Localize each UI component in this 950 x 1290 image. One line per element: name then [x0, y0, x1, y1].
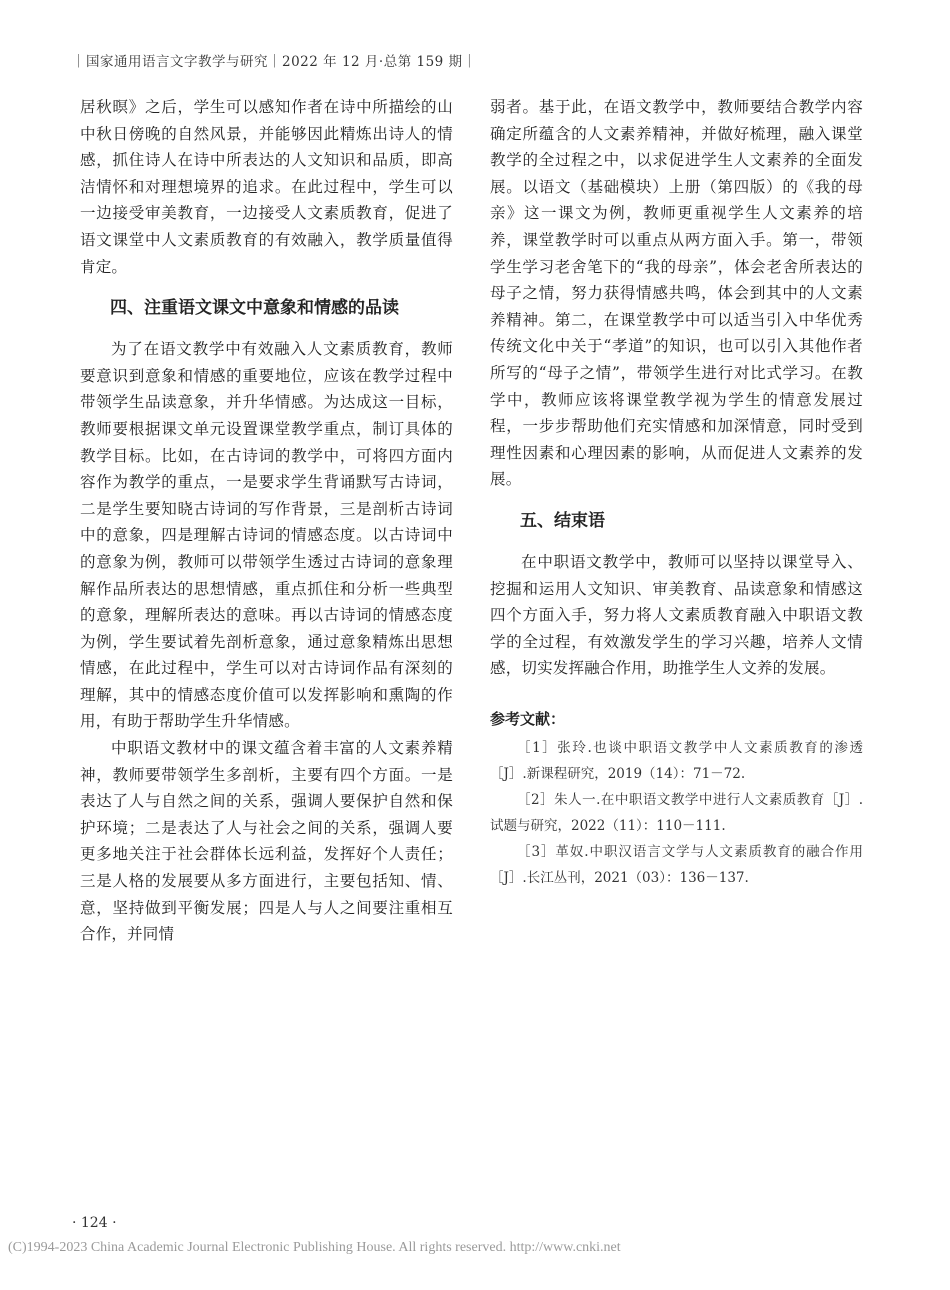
- right-column: [490, 94, 863, 891]
- continued-paragraph: 居秋暝》之后，学生可以感知作者在诗中所描绘的山中秋日傍晚的自然风景，并能够因此精炼出诗人的情感，抓住诗人在诗中所表达的人文知识和品质，即高洁情怀和对理想境界的追求。在此过程中，学生可以一边接受审美教育，一边接受人文素质教育，促进了语文课堂中人文素质教育的有效融入，教学质量值得肯定。: [80, 98, 453, 276]
- left-column: [80, 94, 453, 948]
- continued-paragraph: 弱者。基于此，在语文教学中，教师要结合教学内容确定所蕴含的人文素养精神，并做好梳理，融入课堂教学的全过程之中，以求促进学生人文素养的全面发展。以语文（基础模块）上册（第四版）的《我的母亲》这一课文为例，教师更重视学生人文素养的培养，课堂教学时可以重点从两方面入手。第一，带领学生学习老舍笔下的“我的母亲”，体会老舍所表达的母子之情，努力获得情感共鸣，体会到其中的人文素养精神。第二，在课堂教学中可以适当引入中华优秀传统文化中关于“孝道”的知识，也可以引入其他作者所写的“母子之情”，带领学生进行对比式学习。在教学中，教师应该将课堂教学视为学生的情意发展过程，一步步帮助他们充实情感和加深情意，同时受到理性因素和心理因素的影响，从而促进人文素养的发展。: [490, 98, 863, 489]
- copyright-footer: (C)1994-2023 China Academic Journal Electronic Publishing House. All rights reserved. http://www.cnki.net: [8, 1240, 621, 1255]
- reference-item: ［1］张玲.也谈中职语文教学中人文素质教育的渗透［J］.新课程研究，2019（14）：71－72.: [490, 739, 863, 782]
- section-heading-4: 四、注重语文课文中意象和情感的品读: [110, 298, 399, 319]
- body-paragraph: 中职语文教材中的课文蕴含着丰富的人文素养精神，教师要带领学生多剖析，主要有四个方面。一是表达了人与自然之间的关系，强调人要保护自然和保护环境；二是表达了人与社会之间的关系，强调人要更多地关注于社会群体长远利益，发挥好个人责任；三是人格的发展要从多方面进行，主要包括知、情、意，坚持做到平衡发展；四是人与人之间要注重相互合作，并同情: [80, 739, 453, 944]
- reference-item: ［3］革奴.中职汉语言文学与人文素质教育的融合作用［J］.长江丛刊，2021（03）：136－137.: [490, 843, 863, 886]
- reference-item: ［2］朱人一.在中职语文教学中进行人文素质教育［J］.试题与研究，2022（11）：110－111.: [490, 791, 863, 834]
- body-paragraph: 为了在语文教学中有效融入人文素质教育，教师要意识到意象和情感的重要地位，应该在教学过程中带领学生品读意象，并升华情感。为达成这一目标，教师要根据课文单元设置课堂教学重点，制订具体的教学目标。比如，在古诗词的教学中，可将四方面内容作为教学的重点，一是要求学生背诵默写古诗词，二是学生要知晓古诗词的写作背景，三是剖析古诗词中的意象，四是理解古诗词的情感态度。以古诗词中的意象为例，教师可以带领学生透过古诗词的意象理解作品所表达的思想情感，重点抓住和分析一些典型的意象，理解所表达的意味。再以古诗词的情感态度为例，学生要试着先剖析意象，通过意象精炼出思想情感，在此过程中，学生可以对古诗词作品有深刻的理解，其中的情感态度价值可以发挥影响和熏陶的作用，有助于帮助学生升华情感。: [80, 340, 453, 731]
- section-heading-5: 五、结束语: [520, 510, 605, 531]
- page-number: · 124 ·: [72, 1215, 117, 1231]
- conclusion-paragraph: 在中职语文教学中，教师可以坚持以课堂导入、挖掘和运用人文知识、审美教育、品读意象和情感这四个方面入手，努力将人文素质教育融入中职语文教学的全过程，有效激发学生的学习兴趣，培养人文情感，切实发挥融合作用，助推学生人文养的发展。: [490, 552, 863, 678]
- references-heading: 参考文献：: [490, 709, 566, 728]
- running-header: ｜国家通用语言文字教学与研究｜2022 年 12 月·总第 159 期｜: [72, 54, 477, 70]
